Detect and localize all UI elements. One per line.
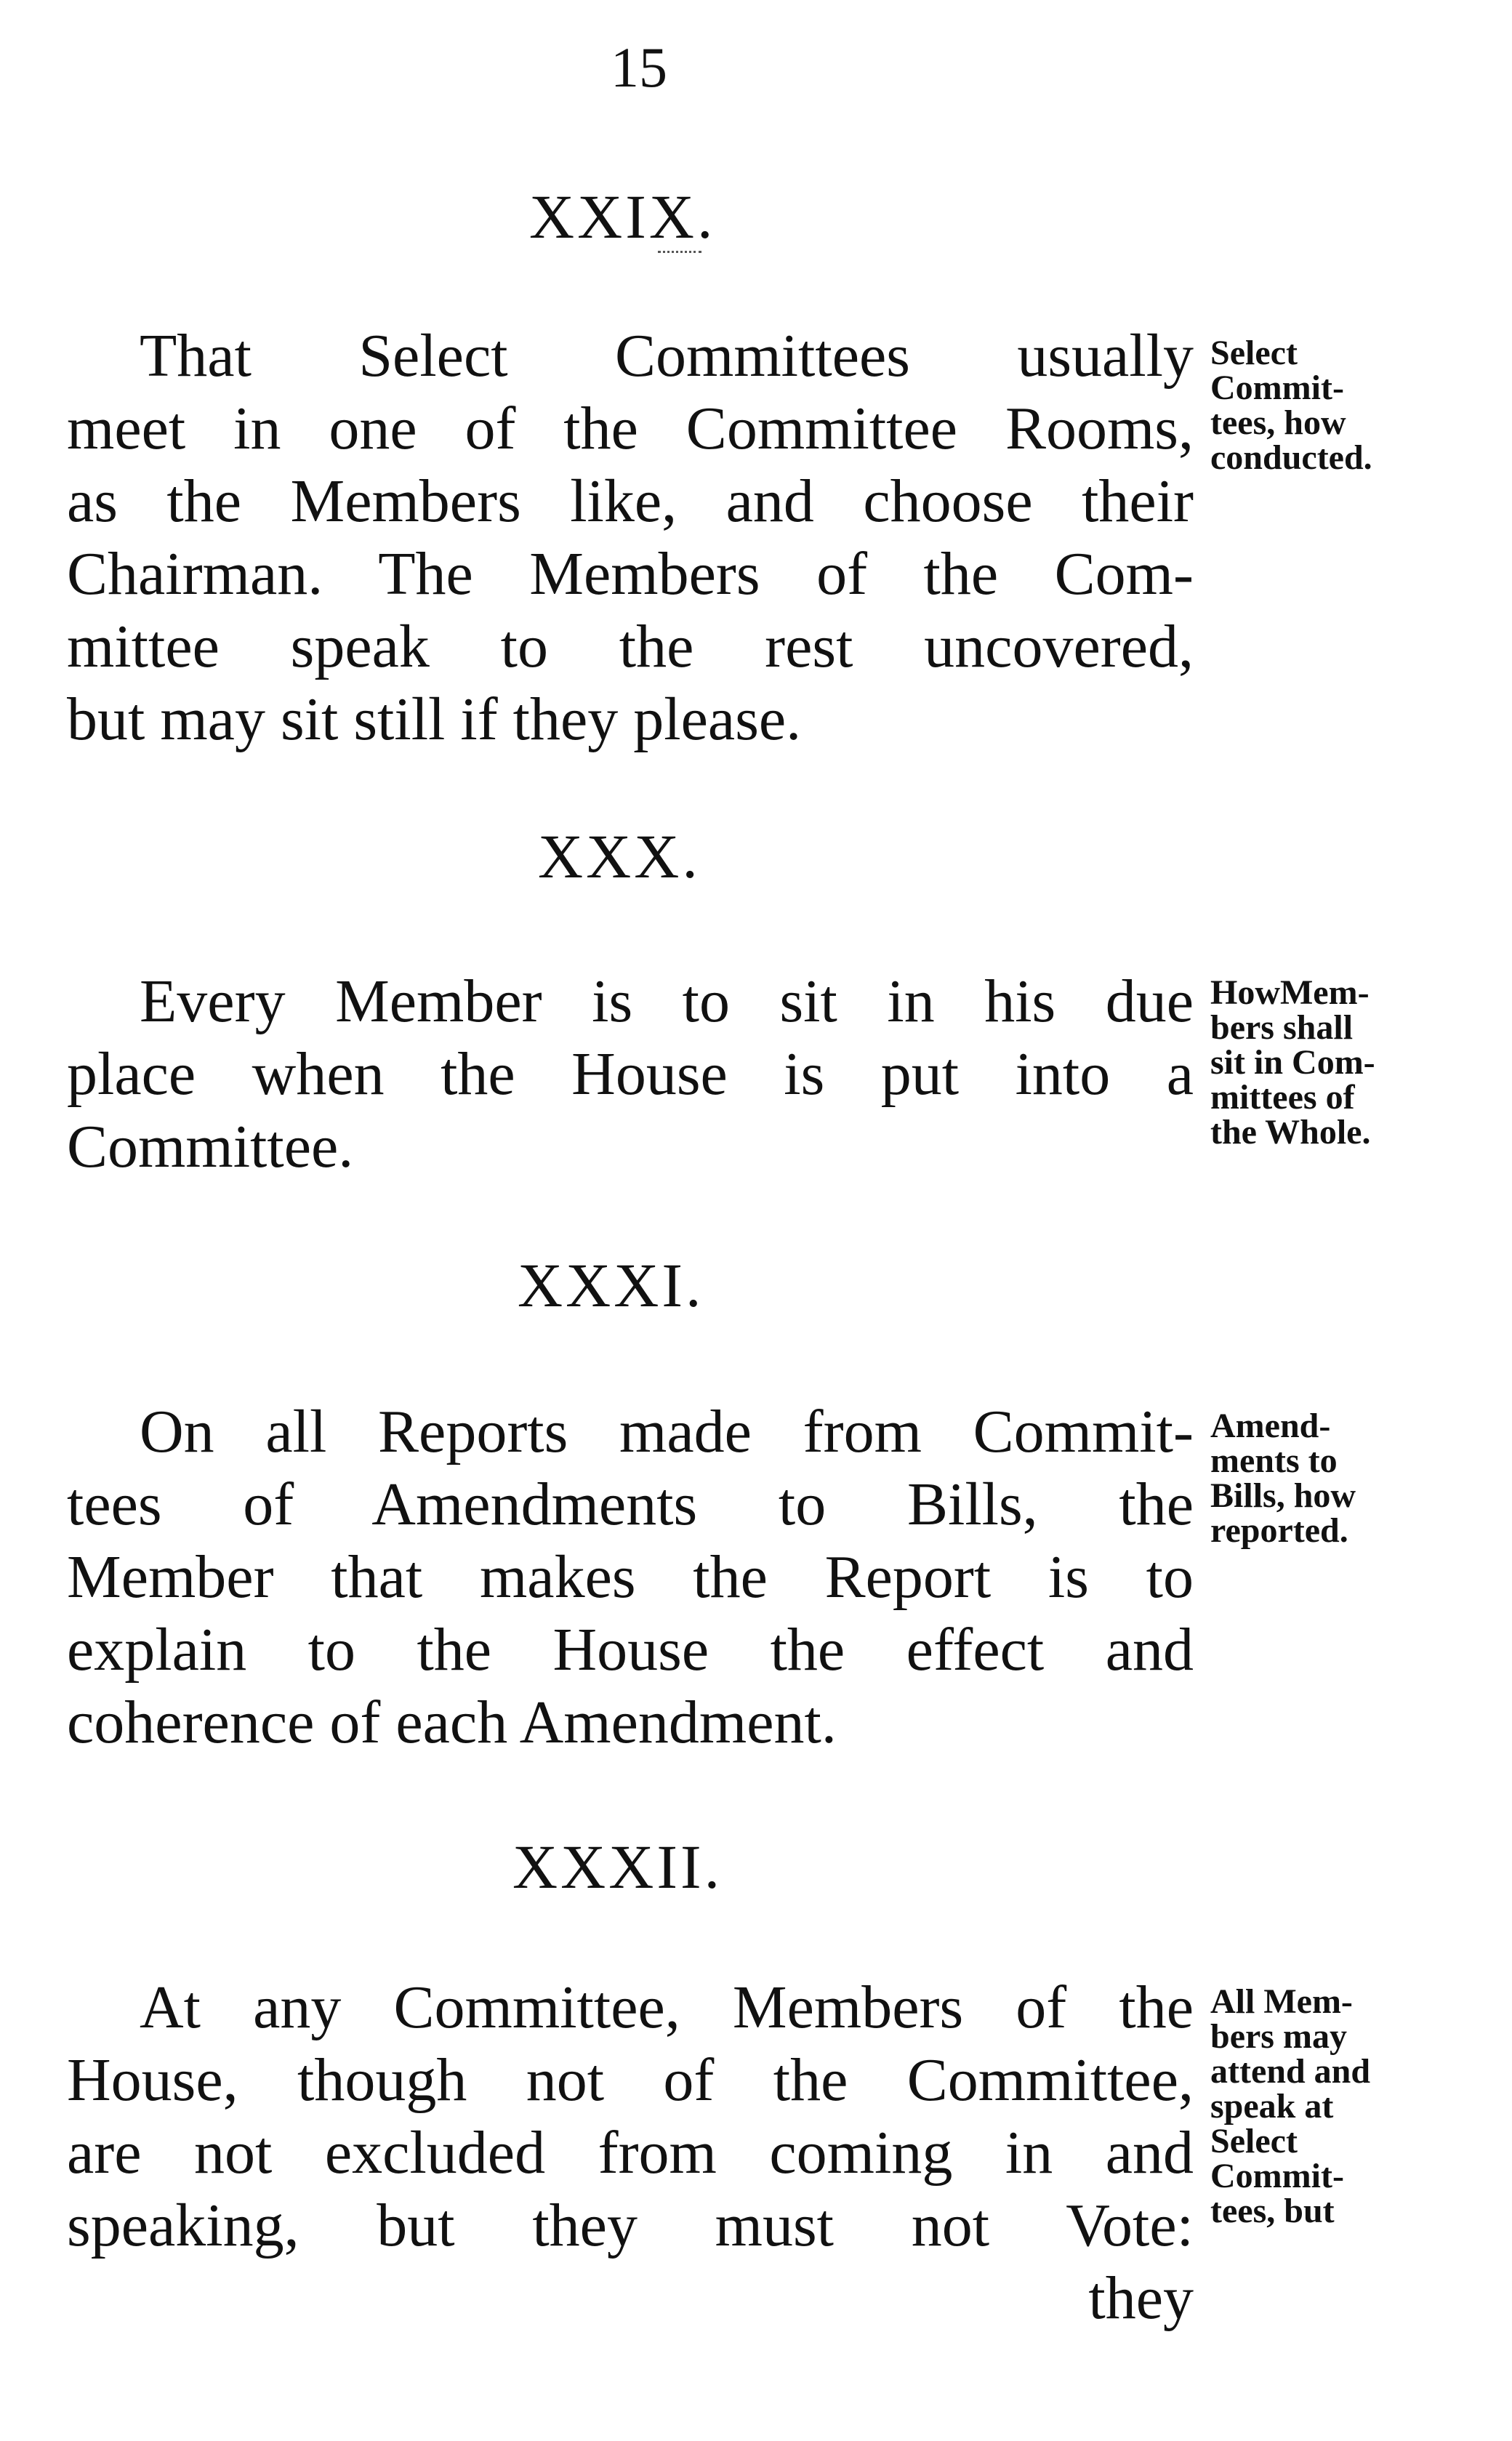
page-number: 15 bbox=[611, 36, 667, 99]
text-line: explain to the House the effect and bbox=[67, 1616, 1194, 1684]
margin-note-line: Select bbox=[1210, 2122, 1298, 2160]
text-line: tees of Amendments to Bills, the bbox=[67, 1471, 1194, 1538]
margin-note-line: Select bbox=[1210, 334, 1298, 372]
paragraph-xxix bbox=[67, 320, 1194, 756]
text-line: Every Member is to sit in his due bbox=[140, 968, 1194, 1035]
margin-note-line: Commit- bbox=[1210, 369, 1344, 407]
text-line: On all Reports made from Commit- bbox=[140, 1398, 1194, 1465]
paragraph-xxxii bbox=[67, 1971, 1194, 2335]
margin-note-line: reported. bbox=[1210, 1511, 1348, 1550]
paragraph-xxx bbox=[67, 965, 1194, 1183]
text-line: coherence of each Amendment. bbox=[67, 1689, 837, 1756]
text-line: but may sit still if they please. bbox=[67, 685, 802, 753]
margin-note-line: sit in Com- bbox=[1210, 1043, 1375, 1082]
text-line: mittee speak to the rest uncovered, bbox=[67, 613, 1194, 680]
text-line: That Select Committees usually bbox=[140, 322, 1194, 390]
heading-ornament bbox=[658, 251, 701, 253]
margin-note-line: attend and bbox=[1210, 2052, 1371, 2091]
margin-note-xxix bbox=[1210, 336, 1443, 475]
margin-note-xxxii bbox=[1210, 1984, 1443, 2229]
text-line: Committee. bbox=[67, 1113, 354, 1181]
text-line: meet in one of the Committee Rooms, bbox=[67, 395, 1194, 462]
text-line: are not excluded from coming in and bbox=[67, 2119, 1194, 2187]
margin-note-line: bers shall bbox=[1210, 1008, 1354, 1047]
margin-note-xxx bbox=[1210, 973, 1443, 1151]
margin-note-xxxi bbox=[1210, 1409, 1443, 1548]
section-heading-xxxi: XXXI. bbox=[518, 1250, 704, 1320]
text-line: place when the House is put into a bbox=[67, 1040, 1194, 1108]
section-heading-xxix: XXIX. bbox=[529, 182, 716, 252]
text-line: House, though not of the Committee, bbox=[67, 2046, 1194, 2114]
margin-note-line: Amend- bbox=[1210, 1407, 1331, 1445]
margin-note-line: Commit- bbox=[1210, 2157, 1344, 2195]
margin-note-line: tees, but bbox=[1210, 2192, 1335, 2230]
section-heading-xxx: XXX. bbox=[538, 821, 701, 891]
text-line: speaking, but they must not Vote: bbox=[67, 2192, 1194, 2259]
text-line: Chairman. The Members of the Com- bbox=[67, 540, 1194, 608]
margin-note-line: the Whole. bbox=[1210, 1113, 1371, 1151]
text-line: At any Committee, Members of the bbox=[140, 1974, 1194, 2041]
margin-note-line: speak at bbox=[1210, 2087, 1334, 2126]
margin-note-line: tees, how bbox=[1210, 403, 1346, 442]
margin-note-line: ments to bbox=[1210, 1441, 1338, 1480]
text-line: as the Members like, and choose their bbox=[67, 467, 1194, 535]
margin-note-line: Bills, how bbox=[1210, 1476, 1356, 1515]
margin-note-line: All Mem- bbox=[1210, 1982, 1353, 2021]
catchword: they bbox=[1088, 2264, 1194, 2332]
margin-note-line: conducted. bbox=[1210, 438, 1372, 477]
text-line: Member that makes the Report is to bbox=[67, 1543, 1194, 1611]
section-heading-xxxii: XXXII. bbox=[512, 1832, 723, 1902]
paragraph-xxxi bbox=[67, 1396, 1194, 1759]
margin-note-line: HowMem- bbox=[1210, 973, 1370, 1012]
margin-note-line: mittees of bbox=[1210, 1078, 1355, 1117]
margin-note-line: bers may bbox=[1210, 2017, 1347, 2056]
